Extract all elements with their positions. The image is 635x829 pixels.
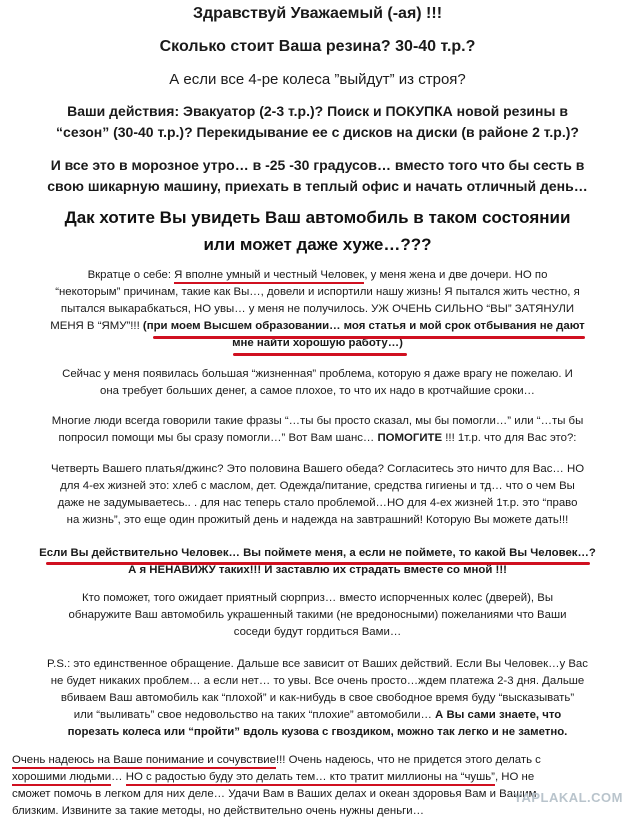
about-paragraph: Вкратце о себе: Я вполне умный и честный Человек, у меня жена и две дочери. НО по “некоторым” причинам, такие как Вы…, довели и испортили нашу жизнь! Я пытался жить честно, я пытался выкарабкаться, НО увы… у меня не получилось. УЖ ОЧЕНЬ СИЛЬНО “ВЫ” ЗАТЯНУЛИ МЕНЯ В “ЯМУ”!!! (при моем Высшем образовании… моя статья и мой срок отбывания не дают мне найти хорошую работу…) — [50, 269, 585, 349]
greeting-heading: Здравствуй Уважаемый (-ая) !!! — [192, 5, 443, 22]
main-headline: Дак хотите Вы увидеть Ваш автомобиль в таком состоянии или может даже хуже…??? — [64, 208, 571, 254]
underlined-hope: Очень надеюсь на Ваше понимание и сочувствие — [12, 754, 276, 769]
underlined-good-people: хорошими людьми — [12, 771, 111, 786]
red-underline-work — [233, 353, 407, 356]
underlined-millions: НО с радостью буду это делать тем… кто тратит миллионы на “чушь” — [126, 771, 495, 786]
ps-paragraph: P.S.: это единственное обращение. Дальше все зависит от Ваших действий. Если Вы Человек…у Вас не будет никаких проблем… а если нет… то увы. Все очень просто…ждем платежа 2-3 дня. Дальше вбиваем Ваш автомобиль как “плохой” и как-нибудь в свое свободное время буду “высказывать” или “выливать” свое недовольство на таких “плохие” автомобили… А Вы сами знаете, что порезать колеса или “пройти” вдоль кузова с гвоздиком, можно так легко и не заметно. — [47, 658, 588, 738]
cost-question: Сколько стоит Ваша резина? 30-40 т.р.? — [159, 38, 476, 55]
quarter-paragraph: Четверть Вашего платья/джинс? Это половина Вашего обеда? Согласитесь это ничто для Вас… НО для 4-ех жизней это: хлеб с маслом, дет. Одежда/питание, средства гигиены и тд… что о чем Вы даже не задумываетесь.. . для нас теперь стало проблемой…НО для 4-ех жизней 1т.р. это “право на жизнь”, это еще один прожитый день и надежда на завтрашний! Которую Вы можете дать!!! — [50, 463, 585, 526]
hope-paragraph: Очень надеюсь на Ваше понимание и сочувствие!!! Очень надеюсь, что не придется этого делать с хорошими людьми… НО с радостью буду это делать тем… кто тратит миллионы на “чушь”, НО не сможет помочь в легком для них деле… Удачи Вам в Ваших делах и океан здоровья Вам и Вашим близким. Извините за такие методы, но действительно очень нужны деньги… — [12, 754, 541, 817]
watermark: YAPLAKAL.COM — [513, 790, 623, 805]
surprise-paragraph: Кто поможет, того ожидает приятный сюрприз… вместо испорченных колес (дверей), Вы обнаружите Ваш автомобиль украшенный такими (не вредоносными) пожеланиями что Ваши соседи будут гордиться Вами… — [68, 592, 567, 638]
morning-paragraph: И все это в морозное утро… в -25 -30 градусов… вместо того что бы сесть в свою шикарную машину, приехать в теплый офис и начать отличный день… — [47, 157, 588, 194]
problem-paragraph: Сейчас у меня появилась большая “жизненная” проблема, которую я даже врагу не пожелаю. И она требует больших денег, а самое плохое, то что их надо в кротчайшие сроки… — [62, 368, 573, 397]
red-underline-education — [153, 336, 585, 339]
red-underline-human — [46, 562, 590, 565]
underlined-smart-honest: Я вполне умный и честный Человек — [174, 269, 364, 284]
human-paragraph: Если Вы действительно Человек… Вы поймете меня, а если не поймете, то какой Вы Человек…? А я НЕНАВИЖУ таких!!! И заставлю их страдать вместе со мной !!! — [39, 547, 596, 576]
wheels-question: А если все 4-ре колеса ”выйдут” из строя? — [169, 71, 466, 88]
actions-paragraph: Ваши действия: Эвакуатор (2-3 т.р.)? Поиск и ПОКУПКА новой резины в “сезон” (30-40 т.р.)? Перекидывание ее с дисков на диски (в районе 2 т.р.)? — [56, 103, 579, 140]
people-paragraph: Многие люди всегда говорили такие фразы “…ты бы просто сказал, мы бы помогли…” или “…ты бы попросил помощи мы бы сразу помогли…” Вот Вам шанс… ПОМОГИТЕ !!! 1т.р. что для Вас это?: — [51, 415, 584, 444]
